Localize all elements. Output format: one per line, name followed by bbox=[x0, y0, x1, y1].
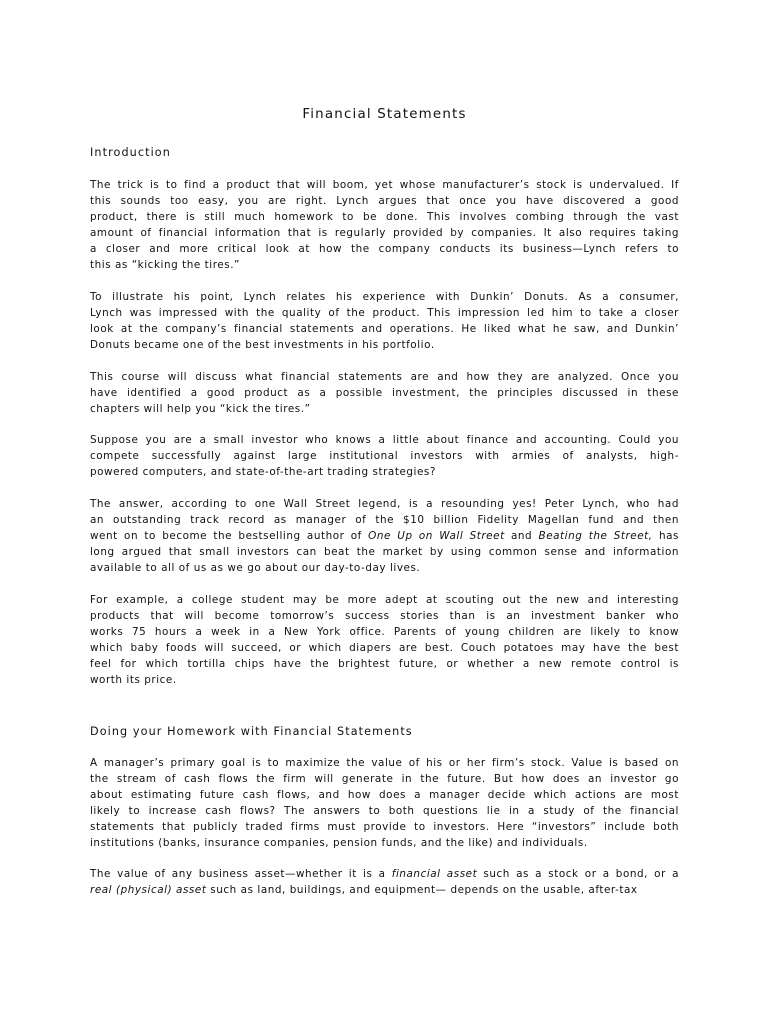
text-line: this as “kicking the tires.” bbox=[90, 258, 240, 271]
text-line: which baby foods will succeed, or which diapers are best. Couch potatoes may have the best bbox=[90, 641, 679, 654]
text-line: works 75 hours a week in a New York office. Parents of young children are likely to know bbox=[90, 625, 679, 638]
text-line: feel for which tortilla chips have the brightest future, or whether a new remote control is bbox=[90, 657, 679, 670]
text-line: chapters will help you “kick the tires.” bbox=[90, 402, 311, 415]
text-line: Lynch was impressed with the quality of the product. This impression led him to take a closer bbox=[90, 306, 679, 319]
text-line: compete successfully against large institutional investors with armies of analysts, high- bbox=[90, 449, 679, 462]
paragraph bbox=[90, 593, 679, 688]
text-line: long argued that small investors can beat the market by using common sense and information bbox=[90, 545, 679, 558]
text-line: Donuts became one of the best investments in his portfolio. bbox=[90, 338, 435, 351]
text-line: the stream of cash flows the firm will generate in the future. But how does an investor go bbox=[90, 772, 679, 785]
text-line: powered computers, and state-of-the-art trading strategies? bbox=[90, 465, 436, 478]
text-line: The trick is to find a product that will boom, yet whose manufacturer’s stock is undervalued. If bbox=[90, 179, 679, 191]
paragraph bbox=[90, 370, 679, 418]
book-title-italic: real (physical) asset bbox=[90, 883, 207, 896]
text-line: real (physical) asset such as land, buildings, and equipment— depends on the usable, after-tax bbox=[90, 883, 638, 896]
paragraph bbox=[90, 290, 679, 354]
text-line: a closer and more critical look at how the company conducts its business—Lynch refers to bbox=[90, 242, 679, 255]
text-line: This course will discuss what financial statements are and how they are analyzed. Once you bbox=[90, 371, 679, 383]
text-line: To illustrate his point, Lynch relates his experience with Dunkin’ Donuts. As a consumer, bbox=[90, 291, 679, 303]
book-title-italic: Beating the Street, bbox=[538, 529, 653, 542]
section-heading-homework: Doing your Homework with Financial Statements bbox=[90, 725, 413, 738]
text-line: product, there is still much homework to be done. This involves combing through the vast bbox=[90, 210, 679, 223]
text-line: For example, a college student may be more adept at scouting out the new and interesting bbox=[90, 594, 679, 606]
book-title-italic: financial asset bbox=[391, 868, 478, 880]
paragraph bbox=[90, 756, 679, 851]
text-line: worth its price. bbox=[90, 673, 177, 686]
paragraph bbox=[90, 497, 679, 577]
text-line: available to all of us as we go about our day-to-day lives. bbox=[90, 561, 421, 574]
text-line: The value of any business asset—whether it is a financial asset such as a stock or a bond, or a bbox=[90, 868, 680, 880]
text-line: products that will become tomorrow’s success stories than is an investment banker who bbox=[90, 609, 679, 622]
paragraph bbox=[90, 867, 679, 899]
text-line: A manager’s primary goal is to maximize the value of his or her firm’s stock. Value is based on bbox=[90, 757, 679, 769]
text-line: amount of financial information that is regularly provided by companies. It also requires taking bbox=[90, 226, 679, 239]
text-line: institutions (banks, insurance companies, pension funds, and the like) and individuals. bbox=[90, 836, 588, 849]
paragraph bbox=[90, 433, 679, 481]
text-line: likely to increase cash flows? The answers to both questions lie in a study of the financial bbox=[90, 804, 679, 817]
text-line: went on to become the bestselling author of One Up on Wall Street and Beating the Street, has bbox=[90, 529, 679, 542]
text-line: an outstanding track record as manager of the $10 billion Fidelity Magellan fund and then bbox=[90, 513, 679, 526]
text-line: have identified a good product as a possible investment, the principles discussed in these bbox=[90, 386, 679, 399]
page-title: Financial Statements bbox=[302, 107, 467, 122]
text-line: statements that publicly traded firms must provide to investors. Here “investors” include both bbox=[90, 820, 679, 833]
text-line: this sounds too easy, you are right. Lynch argues that once you have discovered a good bbox=[90, 194, 679, 207]
text-line: Suppose you are a small investor who knows a little about finance and accounting. Could you bbox=[90, 434, 679, 446]
text-line: The answer, according to one Wall Street legend, is a resounding yes! Peter Lynch, who had bbox=[90, 498, 679, 510]
paragraph bbox=[90, 178, 679, 273]
book-title-italic: One Up on Wall Street bbox=[368, 529, 505, 542]
section-heading-introduction: Introduction bbox=[90, 146, 171, 159]
text-line: look at the company’s financial statements and operations. He liked what he saw, and Dunkin’ bbox=[90, 322, 679, 335]
text-line: about estimating future cash flows, and how does a manager decide which actions are most bbox=[90, 788, 679, 801]
